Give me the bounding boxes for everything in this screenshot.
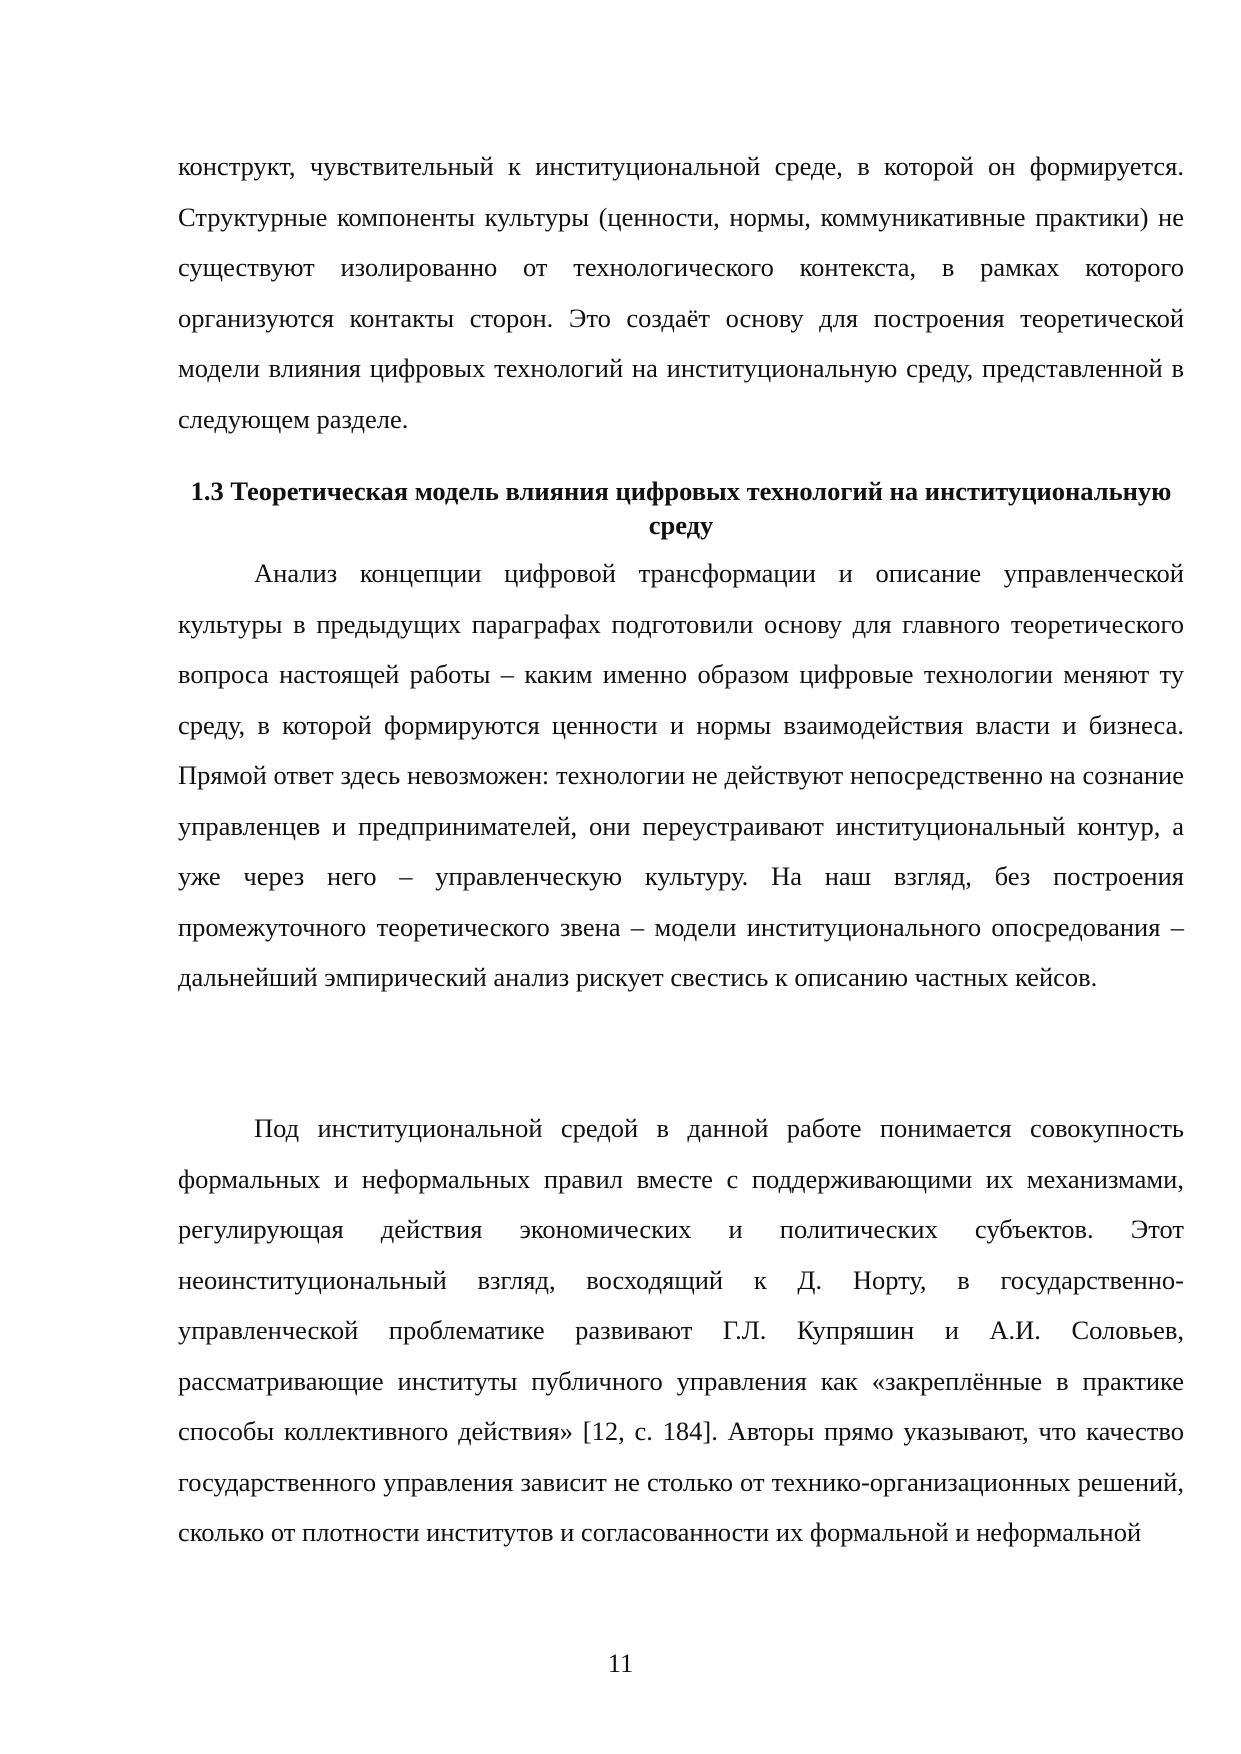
- paragraph-continued: конструкт, чувствительный к институциональной среде, в которой он формируется. Структурные компоненты культуры (ценности, нормы, коммуникативные практики) не существуют изолированно от технологического контекста, в рамках которого организуются контакты сторон. Это создаёт основу для построения теоретической модели влияния цифровых технологий на институциональную среду, представленной в следующем разделе.: [178, 151, 1184, 434]
- section-heading: 1.3 Теоретическая модель влияния цифровых технологий на институциональную среду: [190, 476, 1172, 540]
- paragraph-definition: Под институциональной средой в данной работе понимается совокупность формальных и неформальных правил вместе с поддерживающими их механизмами, регулирующая действия экономических и политических субъектов. Этот неоинституциональный взгляд, восходящий к Д. Норту, в государственно-управленческой проблематике развивают Г.Л. Купряшин и А.И. Соловьев, рассматривающие институты публичного управления как «закреплённые в практике способы коллективного действия» [12, с. 184]. Авторы прямо указывают, что качество государственного управления зависит не столько от технико-организационных решений, сколько от плотности институтов и согласованности их формальной и неформальной: [178, 1113, 1184, 1547]
- paragraph-analysis: Анализ концепции цифровой трансформации и описание управленческой культуры в предыдущих параграфах подготовили основу для главного теоретического вопроса настоящей работы – каким именно образом цифровые технологии меняют ту среду, в которой формируются ценности и нормы взаимодействия власти и бизнеса. Прямой ответ здесь невозможен: технологии не действуют непосредственно на сознание управленцев и предпринимателей, они переустраивают институциональный контур, а уже через него – управленческую культуру. На наш взгляд, без построения промежуточного теоретического звена – модели институционального опосредования – дальнейший эмпирический анализ рискует свестись к описанию частных кейсов.: [178, 558, 1184, 992]
- page-number: 11: [607, 1648, 634, 1678]
